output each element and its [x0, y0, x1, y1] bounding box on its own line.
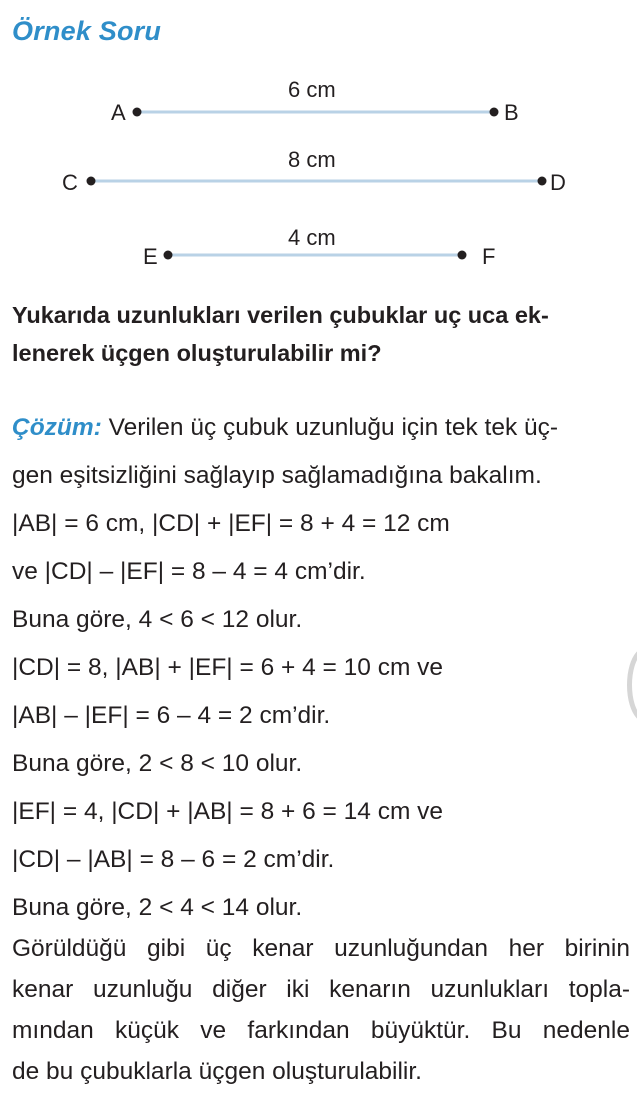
question-line-2: lenerek üçgen oluşturulabilir mi?	[12, 340, 382, 366]
solution-line-7: |AB| – |EF| = 6 – 4 = 2 cm’dir.	[12, 702, 331, 729]
length-cd: 8 cm	[288, 147, 336, 172]
solution-line-2: gen eşitsizliğini sağlayıp sağlamadığına bakalım.	[12, 462, 542, 489]
solution-line-6: |CD| = 8, |AB| + |EF| = 6 + 4 = 10 cm ve	[12, 654, 444, 681]
conclusion-word: topla-	[568, 976, 630, 1003]
conclusion-paragraph	[12, 928, 630, 1092]
solution-block	[12, 404, 630, 932]
conclusion-word: üç	[205, 935, 232, 962]
conclusion-word: birinin	[564, 935, 630, 962]
point-e	[164, 251, 173, 260]
segment-ef	[143, 225, 495, 269]
label-d: D	[550, 170, 566, 195]
conclusion-word: kenarın	[329, 976, 411, 1003]
solution-line-9: |EF| = 4, |CD| + |AB| = 8 + 6 = 14 cm ve	[12, 798, 444, 825]
length-ef: 4 cm	[288, 225, 336, 250]
label-c: C	[62, 170, 78, 195]
label-e: E	[143, 244, 158, 269]
segment-ab	[111, 77, 519, 125]
solution-line-1-text: Verilen üç çubuk uzunluğu için tek tek üç-	[101, 414, 559, 441]
conclusion-word: kenar	[12, 976, 74, 1003]
solution-line-10: |CD| – |AB| = 8 – 6 = 2 cm’dir.	[12, 846, 335, 873]
solution-line-8: Buna göre, 2 < 8 < 10 olur.	[12, 750, 303, 777]
conclusion-word: mından	[12, 1017, 94, 1044]
conclusion-word: Bu	[491, 1017, 522, 1044]
conclusion-line-2	[12, 969, 630, 1010]
point-d	[538, 177, 547, 186]
solution-line-5: Buna göre, 4 < 6 < 12 olur.	[12, 606, 303, 633]
conclusion-word: iki	[286, 976, 310, 1003]
conclusion-word: nedenle	[542, 1017, 630, 1044]
point-f	[458, 251, 467, 260]
label-f: F	[482, 244, 496, 269]
question-line-1: Yukarıda uzunlukları verilen çubuklar uç uca ek-	[12, 302, 549, 328]
solution-line-11: Buna göre, 2 < 4 < 14 olur.	[12, 894, 303, 921]
length-ab: 6 cm	[288, 77, 336, 102]
conclusion-word: gibi	[147, 935, 186, 962]
conclusion-line-1	[12, 928, 630, 969]
solution-label: Çözüm:	[12, 414, 102, 441]
conclusion-word: uzunluğundan	[334, 935, 489, 962]
conclusion-word: her	[508, 935, 545, 962]
label-a: A	[111, 100, 126, 125]
point-a	[133, 108, 142, 117]
solution-line-3: |AB| = 6 cm, |CD| + |EF| = 8 + 4 = 12 cm	[12, 510, 450, 537]
segments-figure	[0, 70, 637, 280]
solution-line-4: ve |CD| – |EF| = 8 – 4 = 4 cm’dir.	[12, 558, 366, 585]
label-b: B	[504, 100, 519, 125]
conclusion-word: uzunlukları	[430, 976, 550, 1003]
conclusion-word: diğer	[212, 976, 267, 1003]
conclusion-word: uzunluğu	[92, 976, 193, 1003]
conclusion-word: büyüktür.	[370, 1017, 471, 1044]
conclusion-word: kenar	[252, 935, 314, 962]
conclusion-word: Görüldüğü	[12, 935, 127, 962]
conclusion-line-4: de bu çubuklarla üçgen oluşturulabilir.	[12, 1058, 422, 1085]
conclusion-line-3	[12, 1010, 630, 1051]
conclusion-word: küçük	[114, 1017, 179, 1044]
example-title: Örnek Soru	[12, 16, 162, 46]
scroll-edge-indicator	[622, 650, 637, 720]
question-text	[12, 296, 630, 372]
point-c	[87, 177, 96, 186]
segment-cd	[62, 147, 566, 195]
conclusion-word: ve	[200, 1017, 227, 1044]
point-b	[490, 108, 499, 117]
solution-line-1	[12, 404, 630, 452]
conclusion-word: farkından	[247, 1017, 350, 1044]
